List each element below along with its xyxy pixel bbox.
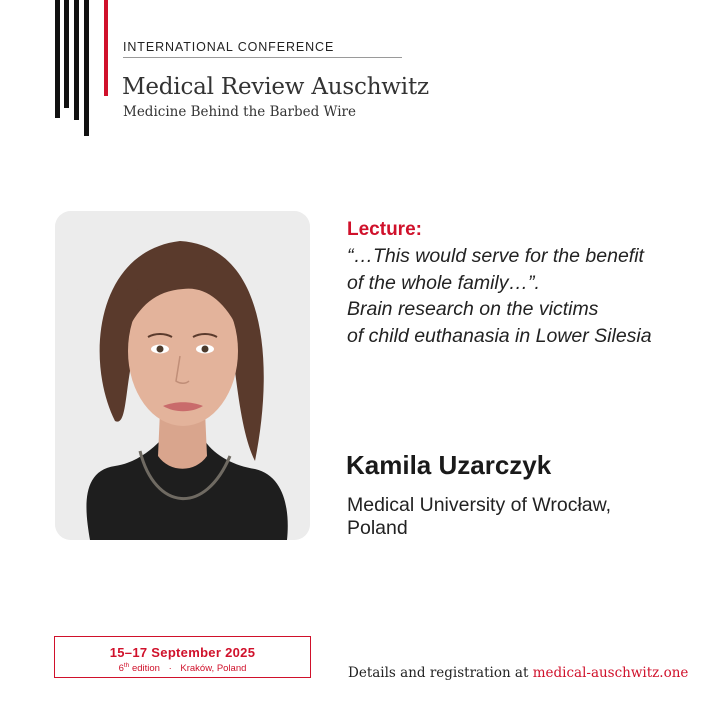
event-location: Kraków, Poland <box>180 663 247 675</box>
event-edition-location <box>55 662 310 674</box>
registration-link[interactable]: medical-auschwitz.one <box>532 665 689 681</box>
lecture-label: Lecture: <box>347 219 422 240</box>
conference-title: Medical Review Auschwitz <box>122 74 429 100</box>
separator-dot: · <box>168 663 172 675</box>
registration-details <box>348 665 688 681</box>
logo-barbed-wire-bars <box>0 0 120 140</box>
edition-suffix: th <box>123 662 130 669</box>
conference-label: INTERNATIONAL CONFERENCE <box>123 40 335 54</box>
lecture-title <box>347 243 687 349</box>
lecture-title-line: “…This would serve for the benefit <box>347 245 644 267</box>
conference-subtitle: Medicine Behind the Barbed Wire <box>123 104 356 120</box>
details-text: Details and registration at <box>348 665 529 681</box>
speaker-affiliation <box>347 494 611 540</box>
speaker-affiliation-line: Poland <box>347 517 408 539</box>
edition-number: 6 <box>118 663 124 675</box>
speaker-photo <box>55 211 310 540</box>
speaker-name: Kamila Uzarczyk <box>346 450 552 480</box>
lecture-title-line: of child euthanasia in Lower Silesia <box>347 324 652 347</box>
edition-word: edition <box>131 663 160 675</box>
header-divider <box>123 57 402 58</box>
lecture-title-line: of the whole family…”. <box>347 271 540 294</box>
event-date-box <box>54 636 311 678</box>
event-dates: 15–17 September 2025 <box>109 645 256 660</box>
speaker-affiliation-line: Medical University of Wrocław, <box>347 494 612 516</box>
lecture-title-line: Brain research on the victims <box>347 298 599 320</box>
